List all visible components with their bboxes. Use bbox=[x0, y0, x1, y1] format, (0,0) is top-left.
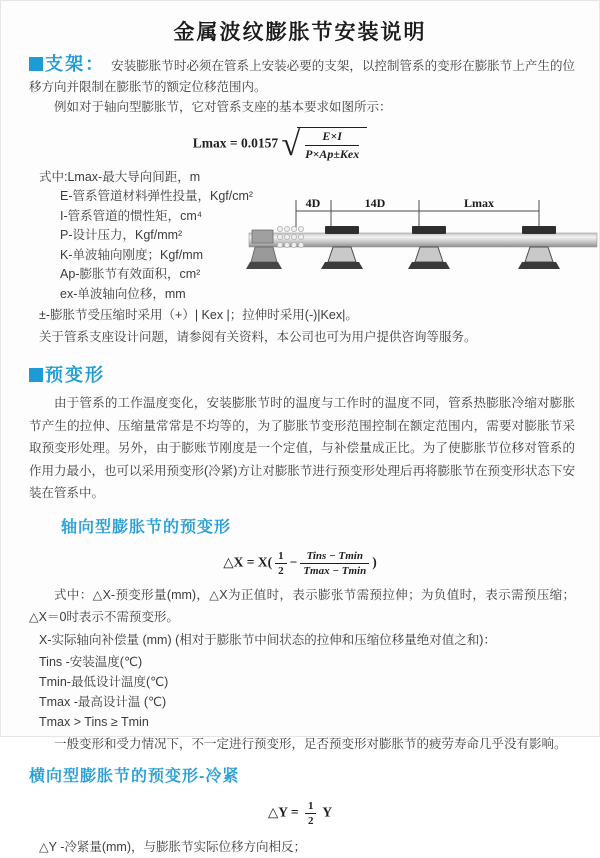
temp-inequality-line: Tmax > Tins ≥ Tmin bbox=[39, 714, 149, 729]
radical-sign: √ bbox=[281, 126, 301, 163]
predeform-heading-label: 预变形 bbox=[45, 365, 105, 385]
one-half-fraction: $\frac{1}{2}$ bbox=[305, 800, 317, 827]
section-square-icon bbox=[29, 368, 43, 382]
lateral-formula bbox=[1, 800, 599, 827]
sqrt-fraction bbox=[297, 127, 367, 162]
temp-definition-line: Tmax -最高设计温 (℃) bbox=[39, 694, 167, 709]
predeform-heading bbox=[29, 361, 599, 387]
dim-label-14d: 14D bbox=[364, 196, 386, 210]
anchor-support bbox=[246, 247, 282, 269]
axial-formula-lhs: △X = X( bbox=[223, 554, 273, 570]
axial-formula-close: ) bbox=[372, 554, 377, 570]
consult-note: 关于管系支座设计问题，请参阅有关资料，本公司也可为用户提供咨询等服务。 bbox=[39, 330, 477, 344]
lateral-formula-lhs: △Y = bbox=[267, 804, 299, 820]
definition-line: P-设计压力，Kgf/mm² bbox=[60, 228, 183, 242]
lmax-formula bbox=[1, 127, 559, 162]
temp-definition-line: Tmin-最低设计温度(℃) bbox=[39, 674, 169, 689]
support-paragraph bbox=[29, 54, 575, 97]
sqrt-numerator: E×I bbox=[322, 128, 342, 143]
sqrt-denominator: P×Ap±Kex bbox=[305, 146, 360, 161]
predeform-paragraph: 由于管系的工作温度变化，安装膨胀节时的温度与工作时的温度不同，管系热膨胀冷缩对膨胀节产生的拉伸、压缩量常常是不均等的，为了膨胀节变形范围控制在额定范围内，需要对膨胀节采取预变形处理。另外，由于膨账节刚度是一个定值，与补偿量成正比。为了使膨胀节位移对管系的作用力最小，也可以采用预变形(冷紧)方让对膨胀节进行预变形处理后再将膨胀节在预变形状态下安装在管系中。 bbox=[29, 396, 575, 500]
definition-line: E-管系管道材料弹性投量，Kgf/cm² bbox=[60, 189, 254, 203]
guide-support bbox=[321, 226, 363, 269]
support-heading bbox=[29, 54, 105, 74]
pipe-diagram-svg bbox=[249, 193, 597, 295]
lateral-note: △Y -冷紧量(mm)，与膨胀节实际位移方向相反； bbox=[39, 839, 307, 854]
definition-line: I-管系管道的惯性矩，cm⁴ bbox=[60, 208, 203, 223]
section-square-icon bbox=[29, 57, 43, 71]
axial-formula bbox=[1, 550, 599, 577]
support-spacing-diagram bbox=[249, 193, 597, 295]
x-definition-line: X-实际轴向补偿量 (mm) (相对于膨胀节中间状态的拉伸和压缩位移量绝对值之和)： bbox=[39, 632, 496, 647]
definition-line: K-单波轴向刚度；Kgf/mm bbox=[60, 247, 204, 262]
anchor-collar bbox=[252, 230, 273, 243]
dim-label-4d: 4D bbox=[305, 196, 321, 210]
minus-sign: − bbox=[289, 554, 298, 570]
lateral-subheading: 横向型膨胀节的预变形-冷紧 bbox=[29, 767, 240, 785]
axial-general-note: 一般变形和受力情况下，不一定进行预变形，足否预变形对膨胀节的疲劳寿命几乎没有影响。 bbox=[54, 736, 567, 751]
support-intro-text: 安装膨胀节时必须在管系上安装必要的支架，以控制管系的变形在膨胀节上产生的位移方向并限制在膨胀节的额定位移范围内。 bbox=[29, 59, 575, 94]
support-example-line: 例如对于轴向型膨胀节，它对管系支座的基本要求如图所示： bbox=[54, 100, 392, 114]
one-half-fraction: $\frac{1}{2}$ bbox=[275, 550, 287, 577]
sqrt-expression bbox=[281, 127, 367, 162]
definition-line: 式中:Lmax-最大导向间距，m bbox=[39, 169, 201, 184]
temp-ratio-fraction: Tins − Tmin Tmax − Tmin bbox=[300, 550, 369, 577]
lateral-formula-rhs: Y bbox=[322, 804, 333, 820]
support-heading-label: 支架： bbox=[45, 54, 106, 74]
definition-line: Ap-膨胀节有效面积，cm² bbox=[60, 267, 201, 281]
definition-line: ex-单波轴向位移，mm bbox=[60, 286, 186, 301]
axial-subheading: 轴向型膨胀节的预变形 bbox=[61, 518, 232, 536]
lmax-formula-lhs: Lmax = 0.0157 bbox=[192, 135, 279, 151]
page-title: 金属波纹膨胀节安装说明 bbox=[173, 21, 427, 44]
temp-definition-line: Tins -安装温度(℃) bbox=[39, 654, 143, 669]
dim-label-lmax: Lmax bbox=[464, 196, 494, 210]
axial-where-paragraph: 式中：△X-预变形量(mm)，△X为正值时，表示膨张节需预拉伸；为负值时，表示需预压缩；△X＝0时表示不需预变形。 bbox=[29, 587, 575, 624]
guide-support bbox=[518, 226, 560, 269]
pm-note: ±-膨胀节受压缩时采用（+）| Kex |；拉伸时采用(-)|Kex|。 bbox=[39, 308, 358, 322]
guide-support bbox=[408, 226, 450, 269]
